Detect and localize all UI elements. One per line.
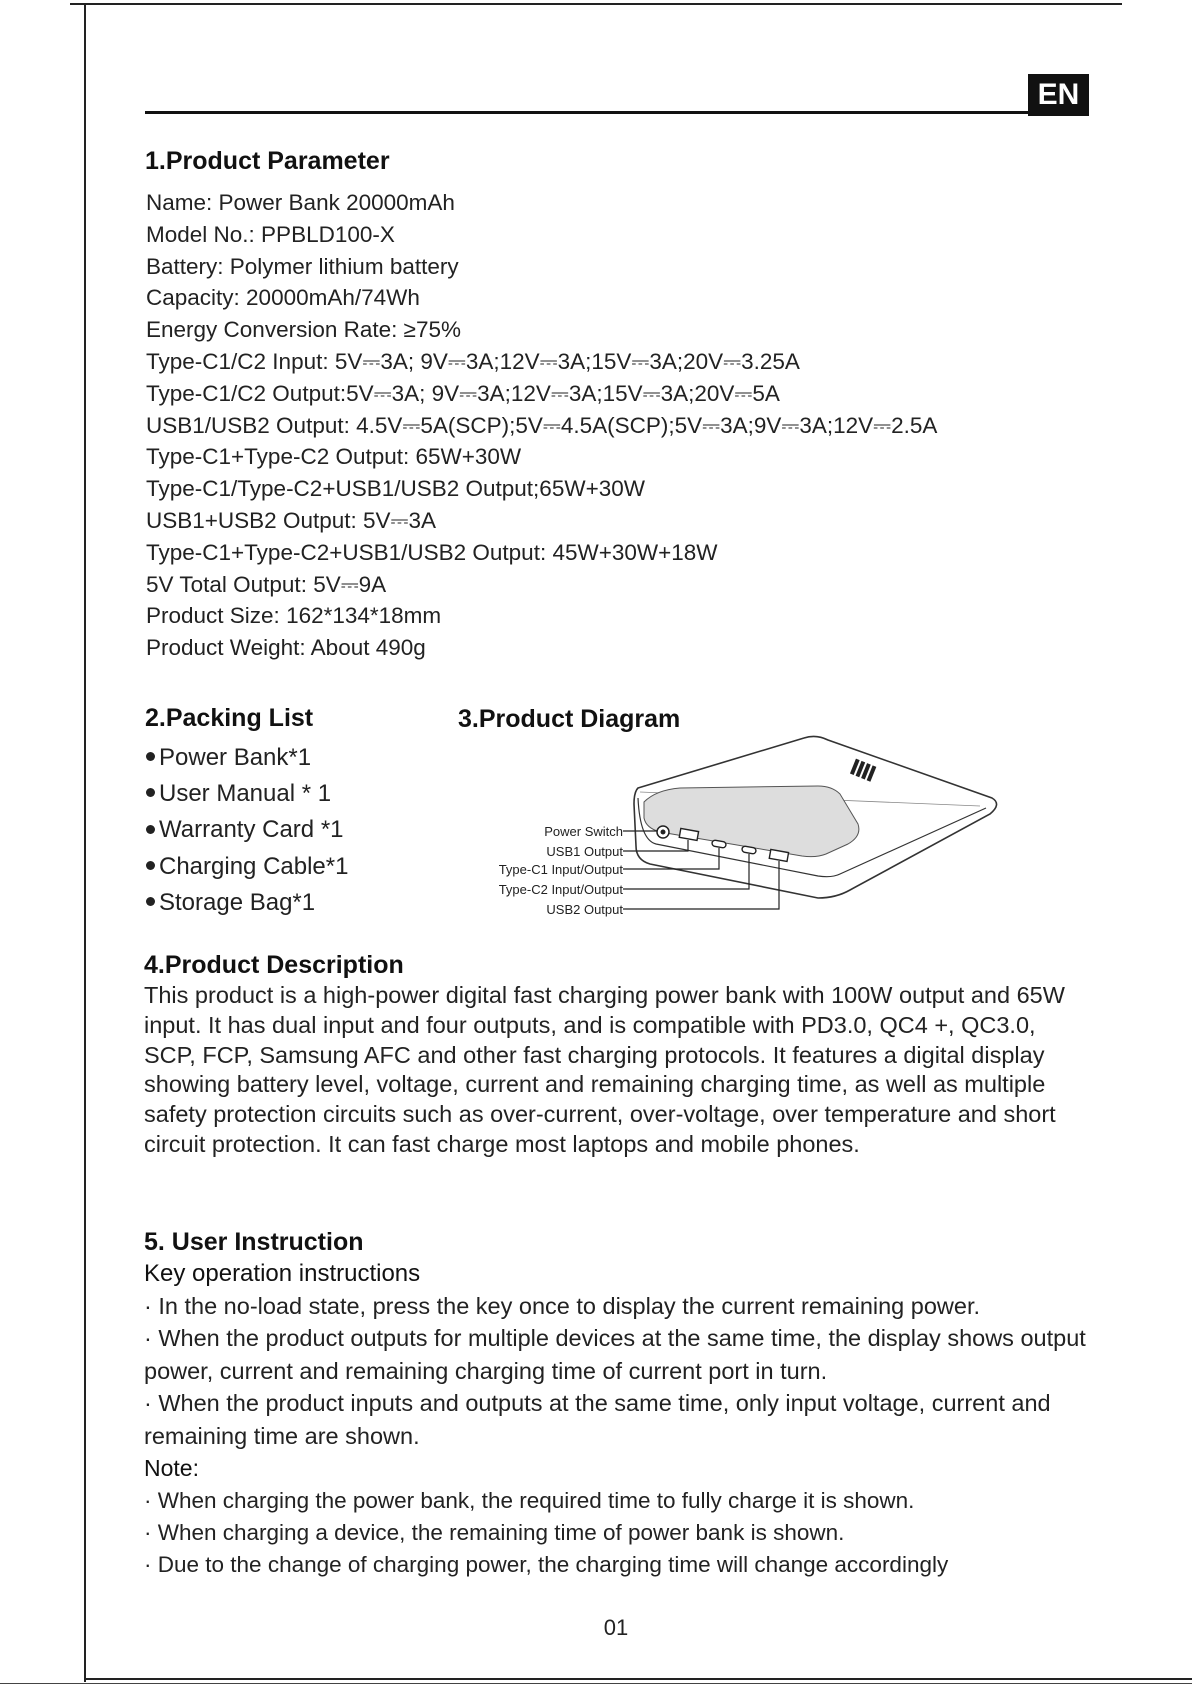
instruction-item: · When the product outputs for multiple devices at the same time, the display shows output power, current and remaining charging time of current port in turn. <box>144 1325 1086 1384</box>
packing-item: Power Bank*1 <box>146 740 348 776</box>
parameter-item: Product Size: 162*134*18mm <box>146 603 442 629</box>
bullet-icon <box>146 788 155 797</box>
note-item: · When charging the power bank, the required time to fully charge it is shown. <box>144 1488 915 1513</box>
description-heading: 4.Product Description <box>144 951 404 979</box>
instruction-subtitle: Key operation instructions <box>144 1260 421 1287</box>
page-frame-bottom <box>84 1678 1192 1680</box>
packing-item: Warranty Card *1 <box>146 812 348 848</box>
callout-usb1-output: USB1 Output <box>546 844 623 859</box>
bullet-icon <box>146 897 155 906</box>
parameter-item: Capacity: 20000mAh/74Wh <box>146 285 420 311</box>
power-bank-diagram <box>480 728 1010 928</box>
bullet-icon <box>146 825 155 834</box>
packing-item: User Manual * 1 <box>146 776 348 812</box>
instruction-heading: 5. User Instruction <box>144 1228 364 1256</box>
parameter-heading: 1.Product Parameter <box>145 147 390 175</box>
parameter-item: Energy Conversion Rate: ≥75% <box>146 317 462 343</box>
bullet-icon <box>146 861 155 870</box>
note-item: · Due to the change of charging power, the charging time will change accordingly <box>144 1552 949 1577</box>
parameter-item: Battery: Polymer lithium battery <box>146 253 459 279</box>
callout-type-c2: Type-C2 Input/Output <box>498 882 623 897</box>
parameter-item: USB1+USB2 Output: 5V⎓3A <box>146 507 436 533</box>
parameter-item: Type-C1+Type-C2 Output: 65W+30W <box>146 444 522 470</box>
header-rule <box>145 111 1089 114</box>
instruction-item: · When the product inputs and outputs at the same time, only input voltage, current and remaining time are shown. <box>144 1390 1051 1449</box>
callout-type-c1: Type-C1 Input/Output <box>498 862 623 877</box>
parameter-item: Type-C1/Type-C2+USB1/USB2 Output;65W+30W <box>146 476 645 502</box>
page-number: 01 <box>603 1615 629 1640</box>
packing-item: Charging Cable*1 <box>146 849 348 885</box>
language-badge: EN <box>1028 74 1089 116</box>
page-frame-top <box>70 3 1122 5</box>
parameter-item: 5V Total Output: 5V⎓9A <box>146 571 387 597</box>
callout-power-switch: Power Switch <box>544 824 623 839</box>
note-heading: Note: <box>144 1455 199 1481</box>
note-item: · When charging a device, the remaining time of power bank is shown. <box>144 1520 845 1545</box>
parameter-item: Product Weight: About 490g <box>146 635 426 661</box>
parameter-item: Type-C1/C2 Output:5V⎓3A; 9V⎓3A;12V⎓3A;15V⎓3A;20V⎓5A <box>146 380 780 406</box>
packing-item: Storage Bag*1 <box>146 885 348 921</box>
parameter-item: Name: Power Bank 20000mAh <box>146 190 455 215</box>
packing-list <box>146 740 348 921</box>
description-text: This product is a high-power digital fast charging power bank with 100W output and 65W input. It has dual input and four outputs, and is compatible with PD3.0, QC4 +, QC3.0, SCP, FCP, Samsung AFC and other fast charging protocols. It features a digital display showing battery level, voltage, current and remaining charging time, as well as multiple safety protection circuits such as over-current, over-voltage, over temperature and short circuit protection. It can fast charge most laptops and mobile phones. <box>144 982 1065 1157</box>
parameter-item: USB1/USB2 Output: 4.5V⎓5A(SCP);5V⎓4.5A(SCP);5V⎓3A;9V⎓3A;12V⎓2.5A <box>146 412 938 438</box>
diagram-heading: 3.Product Diagram <box>458 705 681 733</box>
parameter-item: Type-C1+Type-C2+USB1/USB2 Output: 45W+30W+18W <box>146 539 718 565</box>
page-frame-left <box>84 3 86 1682</box>
parameter-list <box>146 187 937 664</box>
callout-usb2-output: USB2 Output <box>546 902 623 917</box>
packing-heading: 2.Packing List <box>145 704 314 732</box>
parameter-item: Model No.: PPBLD100-X <box>146 221 395 247</box>
instruction-item: · In the no-load state, press the key once to display the current remaining power. <box>144 1293 981 1319</box>
page-frame-bottom-edge <box>0 1683 1192 1684</box>
parameter-item: Type-C1/C2 Input: 5V⎓3A; 9V⎓3A;12V⎓3A;15V⎓3A;20V⎓3.25A <box>146 348 800 374</box>
bullet-icon <box>146 752 155 761</box>
